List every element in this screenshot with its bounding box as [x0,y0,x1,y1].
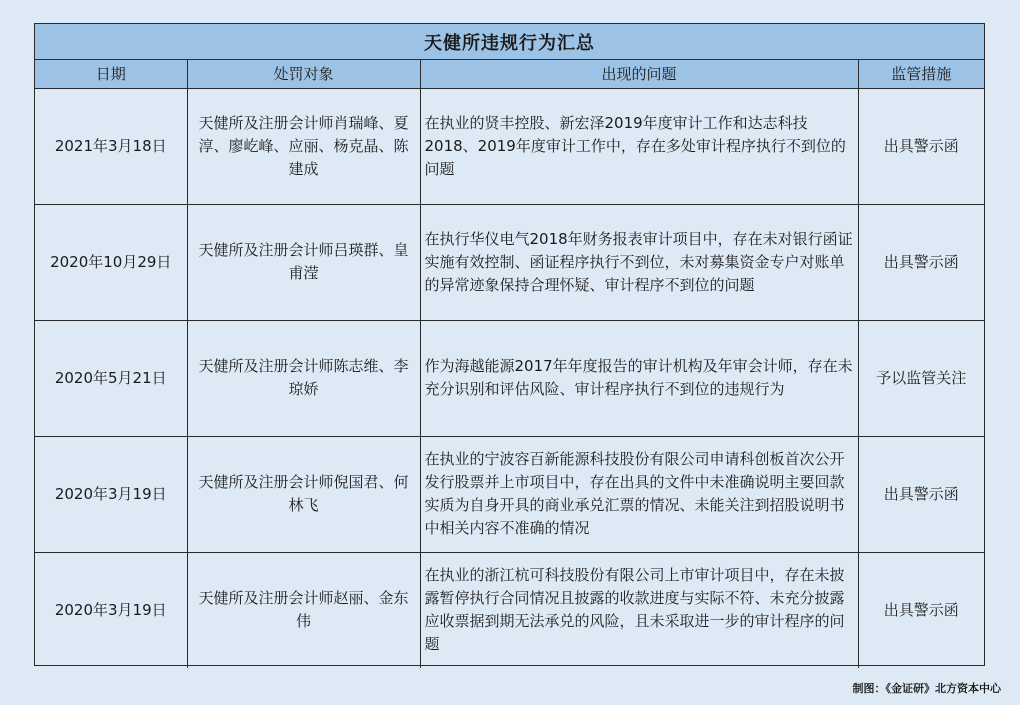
table-title: 天健所违规行为汇总 [35,24,984,60]
table-row [35,88,984,204]
cell-date: 2021年3月18日 [35,88,187,204]
violations-table [35,60,984,668]
cell-issue: 在执业的贤丰控股、新宏泽2019年度审计工作和达志科技2018、2019年度审计工作中，存在多处审计程序执行不到位的问题 [420,88,858,204]
cell-date: 2020年3月19日 [35,436,187,552]
cell-target: 天健所及注册会计师肖瑞峰、夏淳、廖屹峰、应丽、杨克晶、陈建成 [187,88,420,204]
cell-issue: 作为海越能源2017年年度报告的审计机构及年审会计师，存在未充分识别和评估风险、审计程序执行不到位的违规行为 [420,320,858,436]
cell-date: 2020年3月19日 [35,552,187,668]
cell-action: 予以监管关注 [858,320,984,436]
header-date: 日期 [35,60,187,88]
cell-target: 天健所及注册会计师倪国君、何林飞 [187,436,420,552]
table-row [35,552,984,668]
cell-action: 出具警示函 [858,552,984,668]
cell-target: 天健所及注册会计师陈志维、李琼娇 [187,320,420,436]
table-row [35,204,984,320]
header-target: 处罚对象 [187,60,420,88]
cell-target: 天健所及注册会计师吕瑛群、皇甫滢 [187,204,420,320]
cell-action: 出具警示函 [858,204,984,320]
cell-issue: 在执业的浙江杭可科技股份有限公司上市审计项目中，存在未披露暂停执行合同情况且披露的收款进度与实际不符、未充分披露应收票据到期无法承兑的风险，且未采取进一步的审计程序的问题 [420,552,858,668]
cell-action: 出具警示函 [858,88,984,204]
header-action: 监管措施 [858,60,984,88]
cell-action: 出具警示函 [858,436,984,552]
cell-issue: 在执业的宁波容百新能源科技股份有限公司申请科创板首次公开发行股票并上市项目中，存在出具的文件中未准确说明主要回款实质为自身开具的商业承兑汇票的情况、未能关注到招股说明书中相关内容不准确的情况 [420,436,858,552]
cell-issue: 在执行华仪电气2018年财务报表审计项目中，存在未对银行函证实施有效控制、函证程序执行不到位，未对募集资金专户对账单的异常迹象保持合理怀疑、审计程序不到位的问题 [420,204,858,320]
table-row [35,436,984,552]
cell-target: 天健所及注册会计师赵丽、金东伟 [187,552,420,668]
cell-date: 2020年10月29日 [35,204,187,320]
source-credit: 制图：《金证研》北方资本中心 [852,682,1001,695]
cell-date: 2020年5月21日 [35,320,187,436]
header-issue: 出现的问题 [420,60,858,88]
violations-table-frame [34,23,985,666]
table-row [35,320,984,436]
header-row [35,60,984,88]
